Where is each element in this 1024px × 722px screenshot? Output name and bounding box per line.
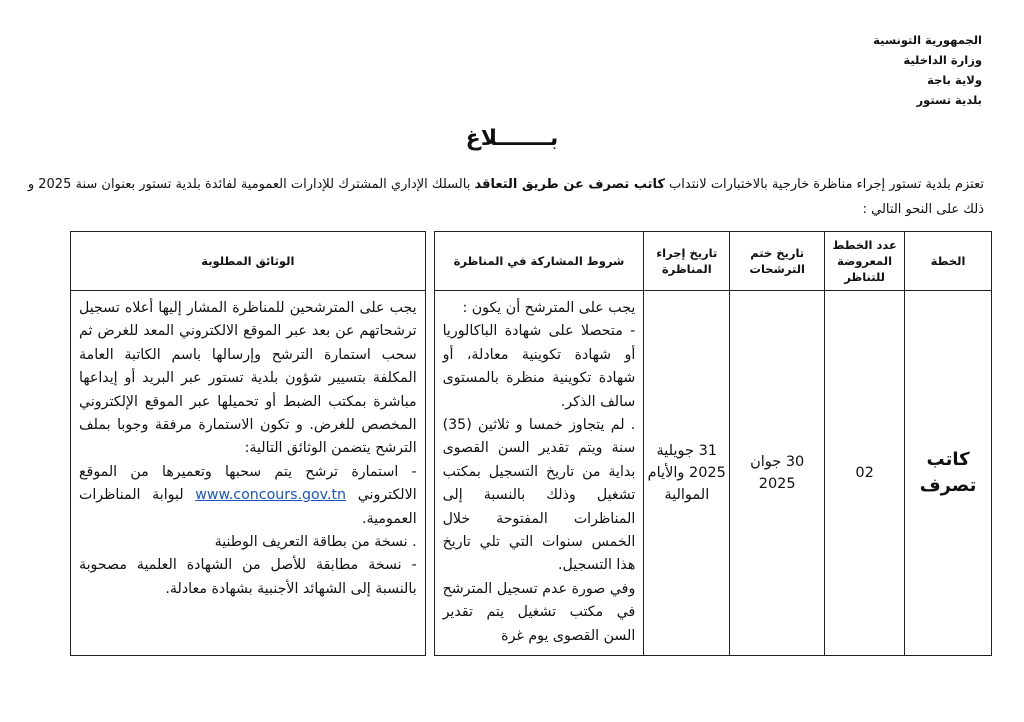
intro-text-part1: تعتزم بلدية تستور إجراء مناظرة خارجية بالاختبارات لانتداب bbox=[664, 177, 984, 192]
intro-highlight: كاتب تصرف عن طريق التعاقد bbox=[474, 177, 665, 192]
announcement-title: بـــــــلاغ bbox=[465, 126, 559, 151]
header-ministry: وزارة الداخلية bbox=[903, 53, 982, 67]
cell-deadline: 30 جوان 2025 bbox=[730, 291, 825, 656]
documents-diploma-copy: - نسخة مطابقة للأصل من الشهادة العلمية مصحوبة بالنسبة إلى الشهائد الأجنبية بشهادة معادلة. bbox=[79, 557, 417, 597]
intro-paragraph bbox=[24, 172, 984, 222]
header-exam-date: تاريخ إجراء المناظرة bbox=[644, 232, 730, 291]
competition-table bbox=[70, 231, 992, 656]
header-governorate: ولاية باجة bbox=[927, 73, 982, 87]
condition-no-registration: وفي صورة عدم تسجيل المترشح في مكتب تشغيل يتم تقدير السن القصوى يوم غرة bbox=[442, 580, 636, 644]
condition-intro: يجب على المترشح أن يكون : bbox=[462, 300, 636, 316]
header-conditions: شروط المشاركة في المناظرة bbox=[434, 232, 644, 291]
documents-id-copy: . نسخة من بطاقة التعريف الوطنية bbox=[214, 534, 417, 551]
header-gap bbox=[425, 232, 434, 291]
issuer-header bbox=[873, 30, 982, 110]
documents-intro: يجب على المترشحين للمناظرة المشار إليها أعلاه تسجيل ترشحاتهم عن بعد عبر الموقع الالكتروني المعد للغرض ثم سحب استمارة الترشح وإرسالها باسم الكاتبة العامة المكلفة بتسيير شؤون بلدية تستور عبر البريد أو إيداعها مباشرة بمكتب الضبط أو تحميلها عبر الموقع الإلكتروني المخصص للغرض. و تكون الاستمارة مرفقة وجوبا بملف الترشح يتضمن الوثائق التالية: bbox=[79, 300, 417, 457]
header-country: الجمهورية التونسية bbox=[873, 33, 982, 47]
documents-form-text: - استمارة ترشح يتم سحبها وتعميرها من الموقع الالكتروني bbox=[79, 463, 417, 504]
intro-text-part2: بالسلك الإداري المشترك للإدارات العمومية لفائدة بلدية تستور بعنوان سنة 2025 و ذلك على النحو التالي : bbox=[27, 177, 984, 217]
concours-link[interactable]: www.concours.gov.tn bbox=[195, 487, 347, 504]
condition-diploma: - متحصلا على شهادة الباكالوريا أو شهادة تكوينية معادلة، أو شهادة تكوينية منظرة بالمستوى سالف الذكر. bbox=[442, 323, 636, 410]
cell-exam-date: 31 جويلية 2025 والأيام الموالية bbox=[644, 291, 730, 656]
condition-age: . لم يتجاوز خمسا و ثلاثين (35) سنة ويتم تقدير السن القصوى بداية من تاريخ التسجيل بمكتب تشغيل وذلك بالنسبة إلى المناظرات المفتوحة خلال الخمس سنوات التي تلي تاريخ هذا التسجيل. bbox=[442, 417, 636, 574]
header-documents: الوثائق المطلوبة bbox=[71, 232, 426, 291]
cell-plan: كاتب تصرف bbox=[905, 291, 992, 656]
table-header-row bbox=[71, 232, 992, 291]
header-deadline: تاريخ ختم الترشحات bbox=[730, 232, 825, 291]
cell-gap bbox=[425, 291, 434, 656]
documents-form bbox=[79, 461, 417, 531]
header-municipality: بلدية تستور bbox=[916, 93, 982, 107]
cell-documents bbox=[71, 291, 426, 656]
documents-form-portal: لبوابة المناظرات العمومية. bbox=[79, 487, 417, 527]
cell-conditions bbox=[434, 291, 644, 656]
header-plan: الخطة bbox=[905, 232, 992, 291]
table-row bbox=[71, 291, 992, 656]
header-positions: عدد الخطط المعروضة للتناظر bbox=[825, 232, 905, 291]
cell-positions: 02 bbox=[825, 291, 905, 656]
